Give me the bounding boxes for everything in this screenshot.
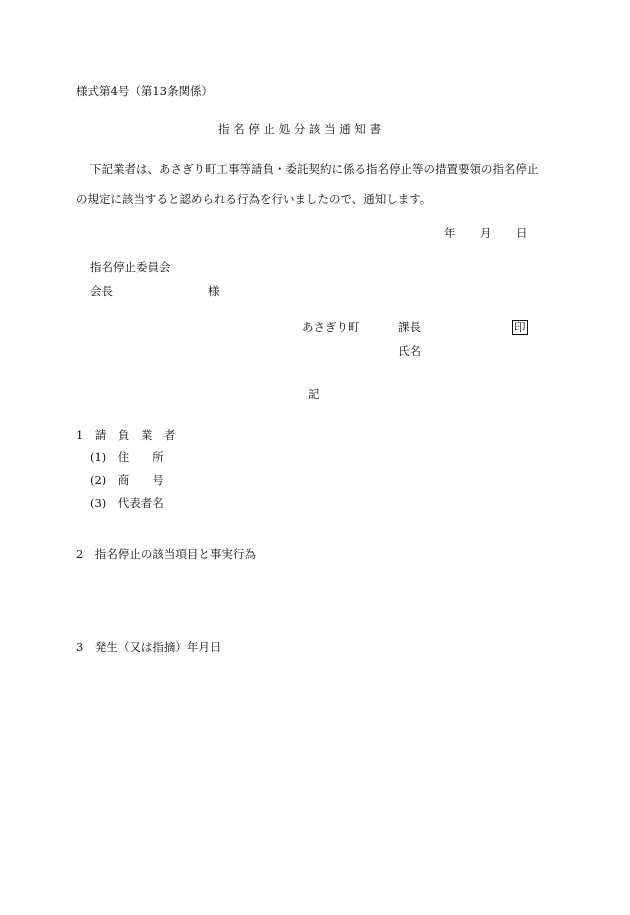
ki-heading: 記 (308, 387, 320, 401)
item-3-heading: 3 発生（又は指摘）年月日 (76, 640, 222, 654)
body-text-line-1: 下記業者は、あさぎり町工事等請負・委託契約に係る指名停止等の措置要領の指名停止 (90, 162, 539, 176)
date-month-label: 月 (480, 226, 492, 240)
item-1-heading: 1 請 負 業 者 (76, 428, 176, 442)
sender-name-label: 氏名 (398, 344, 421, 358)
document-title: 指 名 停 止 処 分 該 当 通 知 書 (218, 122, 382, 136)
recipient-honorific: 様 (208, 284, 220, 298)
recipient-title: 会長 (90, 284, 113, 298)
item-1-subitem-address: (1) 住 所 (90, 450, 164, 464)
item-1-subitem-trade-name: (2) 商 号 (90, 473, 164, 487)
sender-position: 課長 (398, 320, 421, 334)
seal-mark (512, 320, 528, 335)
date-day-label: 日 (516, 226, 528, 240)
seal-label: 印 (514, 320, 526, 334)
item-2-heading: 2 指名停止の該当項目と事実行為 (76, 547, 256, 561)
form-number: 様式第4号（第13条関係） (76, 84, 213, 98)
body-text-line-2: の規定に該当すると認められる行為を行いましたので、通知します。 (76, 192, 432, 206)
item-1-subitem-representative: (3) 代表者名 (90, 496, 164, 510)
sender-town: あさぎり町 (302, 320, 360, 334)
date-year-label: 年 (444, 226, 456, 240)
recipient-org: 指名停止委員会 (90, 260, 171, 274)
